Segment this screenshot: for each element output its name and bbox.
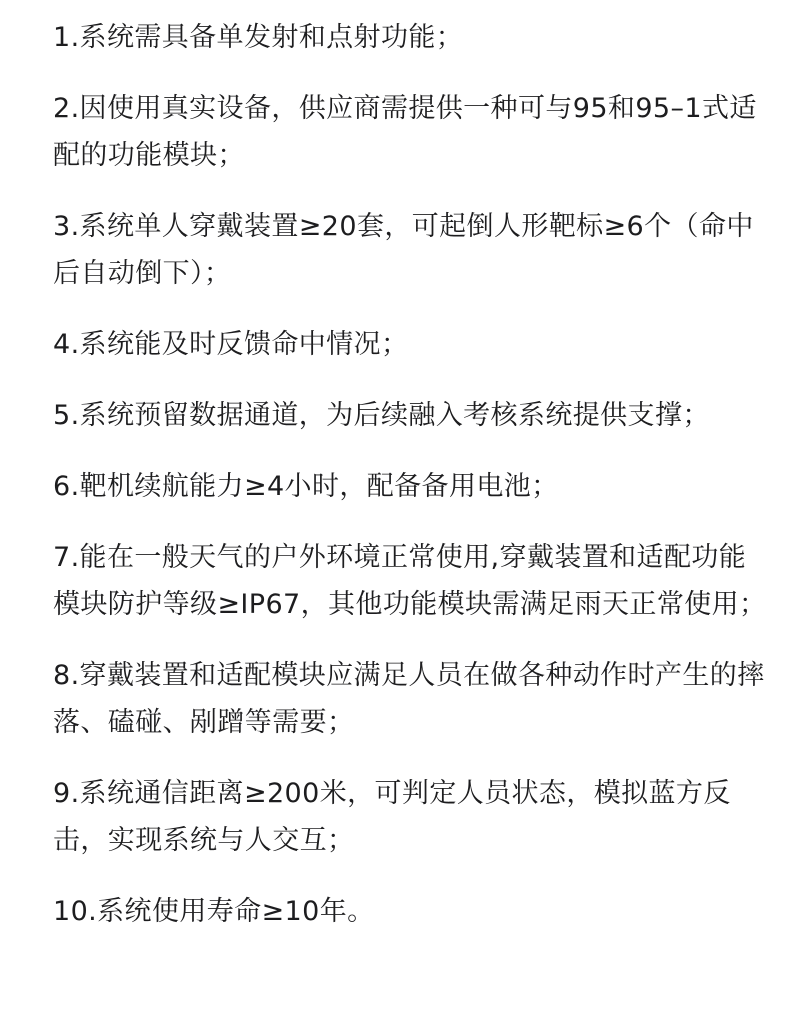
requirement-paragraph-9: 9.系统通信距离≥200米，可判定人员状态，模拟蓝方反击，实现系统与人交互； xyxy=(53,778,731,856)
requirement-paragraph-8: 8.穿戴装置和适配模块应满足人员在做各种动作时产生的摔落、磕碰、剐蹭等需要； xyxy=(53,660,765,738)
requirement-paragraph-5: 5.系统预留数据通道，为后续融入考核系统提供支撑； xyxy=(53,400,710,431)
requirement-paragraph-1: 1.系统需具备单发射和点射功能； xyxy=(53,22,464,53)
requirement-paragraph-3: 3.系统单人穿戴装置≥20套，可起倒人形靶标≥6个（命中后自动倒下）； xyxy=(53,211,754,289)
requirement-paragraph-10: 10.系统使用寿命≥10年。 xyxy=(53,896,375,927)
requirement-paragraph-6: 6.靶机续航能力≥4小时，配备备用电池； xyxy=(53,471,559,502)
requirement-paragraph-7: 7.能在一般天气的户外环境正常使用,穿戴装置和适配功能模块防护等级≥IP67，其他功能模块需满足雨天正常使用； xyxy=(53,542,767,620)
requirement-paragraph-2: 2.因使用真实设备，供应商需提供一种可与95和95–1式适配的功能模块； xyxy=(53,93,757,171)
requirement-paragraph-4: 4.系统能及时反馈命中情况； xyxy=(53,329,409,360)
